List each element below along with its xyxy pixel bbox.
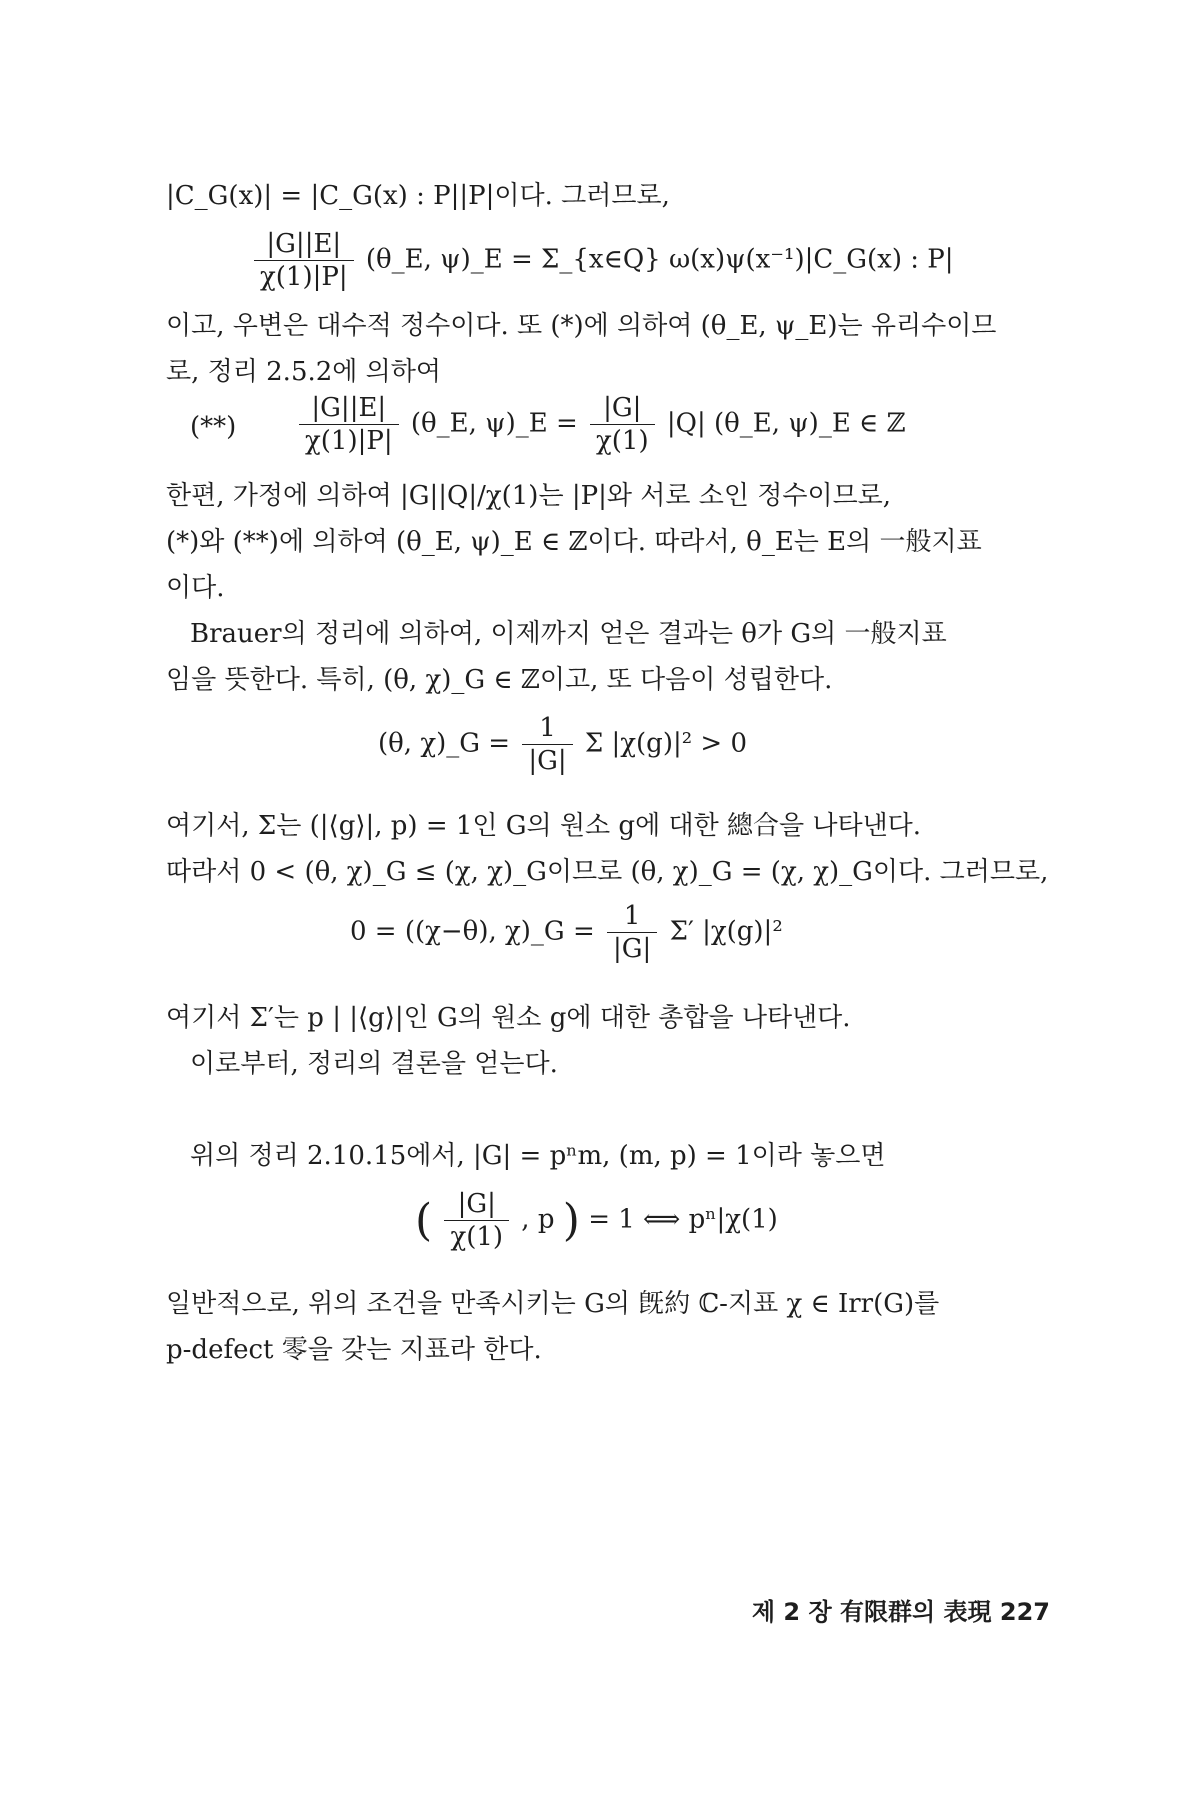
page-footer: 제 2 장 有限群의 表現 227 — [751, 1598, 1050, 1626]
text-line-8: 임을 뜻한다. 특히, (θ, χ)_G ∈ ℤ이고, 또 다음이 성립한다. — [166, 665, 833, 695]
fraction — [590, 392, 655, 457]
numerator: |G| — [590, 392, 655, 425]
paren-close: ) — [562, 1195, 580, 1246]
numerator: |G| — [444, 1188, 509, 1221]
denominator: χ(1)|P| — [260, 262, 348, 292]
text-line-7: Brauer의 정리에 의하여, 이제까지 얻은 결과는 θ가 G의 一般지표 — [190, 619, 947, 649]
fraction — [299, 392, 399, 457]
numerator: |G||E| — [254, 228, 354, 261]
denominator: |G| — [528, 746, 567, 776]
numerator: 1 — [522, 712, 572, 745]
text-line-3: 로, 정리 2.5.2에 의하여 — [166, 357, 442, 387]
equation-left: 0 = ((χ−θ), χ)_G = — [350, 916, 595, 947]
equation-middle: , p — [521, 1204, 555, 1235]
equation-rest: (θ_E, ψ)_E = Σ_{x∈Q} ω(x)ψ(x⁻¹)|C_G(x) : P| — [365, 244, 954, 275]
equation-rest: |Q| (θ_E, ψ)_E ∈ ℤ — [666, 408, 906, 439]
denominator: χ(1) — [450, 1222, 504, 1252]
numerator: |G||E| — [299, 392, 399, 425]
text-line-10: 따라서 0 < (θ, χ)_G ≤ (χ, χ)_G이므로 (θ, χ)_G = (χ, χ)_G이다. 그러므로, — [166, 857, 1049, 887]
text-line-13: 위의 정리 2.10.15에서, |G| = pⁿm, (m, p) = 1이라 놓으면 — [190, 1141, 886, 1171]
equation-4 — [350, 900, 783, 965]
equation-rest: Σ |χ(g)|² > 0 — [584, 728, 748, 759]
text-line-4: 한편, 가정에 의하여 |G||Q|/χ(1)는 |P|와 서로 소인 정수이므로, — [166, 481, 892, 511]
equation-1 — [250, 228, 954, 293]
equation-rest: = 1 ⟺ pⁿ|χ(1) — [588, 1204, 778, 1235]
text-line-6: 이다. — [166, 573, 225, 603]
paren-open: ( — [415, 1195, 433, 1246]
equation-5 — [415, 1188, 778, 1253]
text-line-11: 여기서 Σ′는 p | |⟨g⟩|인 G의 원소 g에 대한 총합을 나타낸다. — [166, 1003, 851, 1033]
equation-2 — [295, 392, 906, 457]
equation-3 — [378, 712, 747, 777]
fraction — [522, 712, 572, 777]
text-line-1: |C_G(x)| = |C_G(x) : P||P|이다. 그러므로, — [166, 181, 670, 211]
text-line-2: 이고, 우변은 대수적 정수이다. 또 (*)에 의하여 (θ_E, ψ_E)는 유리수이므 — [166, 311, 997, 341]
text-line-12: 이로부터, 정리의 결론을 얻는다. — [190, 1049, 558, 1079]
fraction — [254, 228, 354, 293]
text-line-14: 일반적으로, 위의 조건을 만족시키는 G의 旣約 ℂ-지표 χ ∈ Irr(G)를 — [166, 1289, 940, 1319]
fraction — [444, 1188, 509, 1253]
equation-left: (θ, χ)_G = — [378, 728, 511, 759]
denominator: χ(1) — [596, 426, 649, 456]
equation-middle: (θ_E, ψ)_E = — [410, 408, 578, 439]
denominator: |G| — [613, 934, 652, 964]
denominator: χ(1)|P| — [305, 426, 393, 456]
numerator: 1 — [607, 900, 657, 933]
text-line-9: 여기서, Σ는 (|⟨g⟩|, p) = 1인 G의 원소 g에 대한 總合을 나타낸다. — [166, 811, 922, 841]
equation-label: (**) — [190, 412, 237, 442]
text-line-5: (*)와 (**)에 의하여 (θ_E, ψ)_E ∈ ℤ이다. 따라서, θ_E는 E의 一般지표 — [166, 527, 982, 557]
text-line-15: p-defect 零을 갖는 지표라 한다. — [166, 1335, 542, 1365]
equation-rest: Σ′ |χ(g)|² — [669, 916, 783, 947]
fraction — [607, 900, 657, 965]
